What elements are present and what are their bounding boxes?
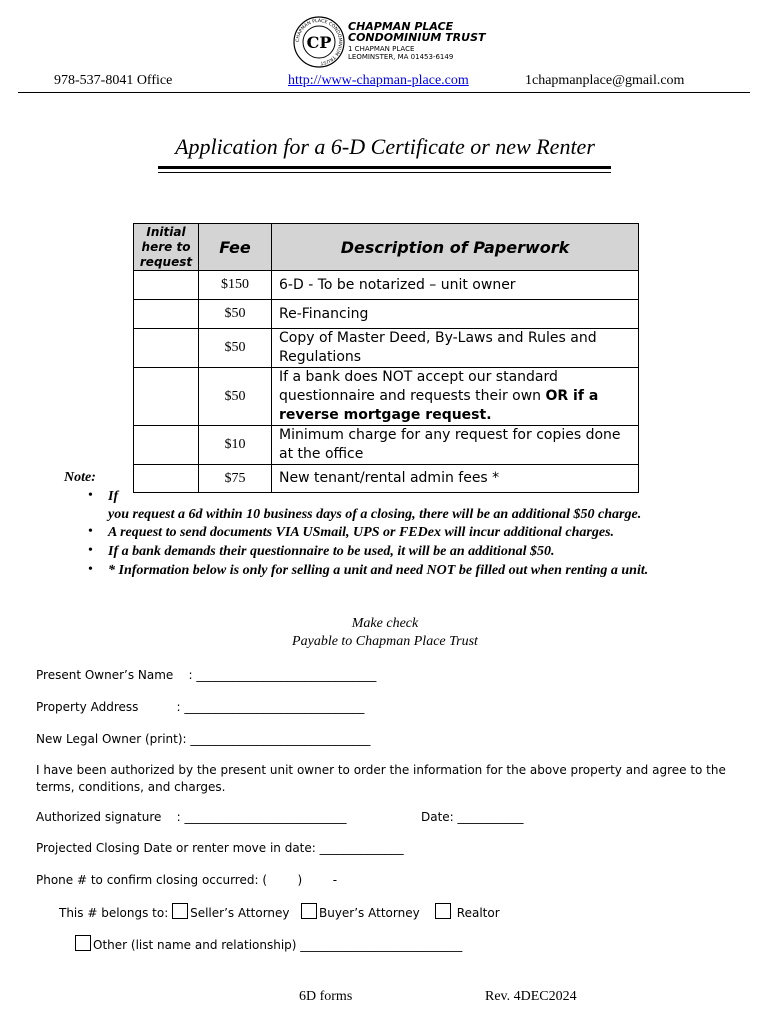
payment-line1: Make check [351,616,419,631]
property-address-field[interactable]: Property Address : ______________________________ [36,700,365,714]
phone-confirm-field[interactable]: Phone # to confirm closing occurred: ( ) - [36,873,338,887]
description-cell: New tenant/rental admin fees * [272,465,639,493]
header-initial: Initial here to request [134,224,199,271]
description-cell: Minimum charge for any request for copies done at the office [272,426,639,465]
bullet-icon: • [88,488,93,503]
bullet-icon: • [88,562,93,577]
logo-monogram: CP [306,33,332,52]
table-row [134,300,639,329]
fee-cell: $10 [199,426,272,465]
sellers-attorney-checkbox[interactable] [172,903,188,919]
date-field[interactable]: Date: ___________ [421,810,524,824]
note-2: A request to send documents VIA USmail, UPS or FEDex will incur additional charges. [108,525,615,540]
fee-cell: $75 [199,465,272,493]
belongs-label: This # belongs to: [59,906,169,920]
note-1-first: If [108,489,119,504]
table-row [134,271,639,300]
org-line2: CONDOMINIUM TRUST [348,31,486,44]
new-owner-field[interactable]: New Legal Owner (print): ______________________________ [36,732,371,746]
sellers-attorney-label: Seller’s Attorney [190,906,290,920]
belongs-row [59,903,500,920]
fee-cell: $50 [199,329,272,368]
authorization-statement: I have been authorized by the present unit owner to order the information for the above property and agree to the terms, conditions, and charges. [36,763,726,794]
other-label[interactable]: Other (list name and relationship) ___________________________ [93,938,463,952]
fee-table [133,223,639,493]
title-rule-thick [158,166,611,169]
logo-ring-text: CHAPMAN PLACE CONDOMINIUM TRUST [295,18,343,65]
footer-form-name: 6D forms [299,989,353,1004]
buyers-attorney-label: Buyer’s Attorney [318,906,420,920]
payment-line2: Payable to Chapman Place Trust [292,634,478,649]
address-line2: LEOMINSTER, MA 01453-6149 [348,53,454,61]
realtor-checkbox[interactable] [435,903,451,919]
initial-cell[interactable] [134,368,199,426]
header-description: Description of Paperwork [272,224,639,271]
initial-cell[interactable] [134,300,199,329]
fee-cell: $50 [199,300,272,329]
description-cell: Re-Financing [272,300,639,329]
table-header-row [134,224,639,271]
table-row [134,329,639,368]
note-3: If a bank demands their questionnaire to be used, it will be an additional $50. [108,544,555,559]
footer-revision: Rev. 4DEC2024 [485,989,577,1004]
chapman-place-logo [293,16,345,68]
table-row [134,426,639,465]
website-link[interactable]: http://www-chapman-place.com [288,73,469,88]
description-text: If a bank does NOT accept our standard questionnaire and requests their own [279,369,558,404]
description-cell: 6-D - To be notarized – unit owner [272,271,639,300]
email-address: 1chapmanplace@gmail.com [525,73,685,88]
description-cell [272,368,639,426]
fee-cell: $50 [199,368,272,426]
org-line1: CHAPMAN PLACE [348,20,454,33]
page-title: Application for a 6-D Certificate or new Renter [175,134,595,159]
buyers-attorney-checkbox[interactable] [301,903,317,919]
present-owner-field[interactable]: Present Owner’s Name : ______________________________ [36,668,377,682]
office-phone: 978-537-8041 Office [54,73,173,88]
note-4: * Information below is only for selling a unit and need NOT be filled out when renting a unit. [108,563,649,578]
bullet-icon: • [88,524,93,539]
note-1-rest: you request a 6d within 10 business days of a closing, there will be an additional $50 charge. [108,507,642,522]
description-bold-text: OR if a reverse mortgage request. [279,388,599,423]
bullet-icon: • [88,543,93,558]
initial-cell[interactable] [134,271,199,300]
table-row [134,368,639,426]
fee-cell: $150 [199,271,272,300]
address-line1: 1 CHAPMAN PLACE [348,45,415,53]
initial-cell[interactable] [134,426,199,465]
other-row [75,935,462,952]
title-rule-thin [158,172,611,173]
note-label: Note: [64,470,96,485]
header-divider [18,92,750,93]
signature-field[interactable]: Authorized signature : ___________________________ [36,810,347,824]
realtor-label: Realtor [456,906,500,920]
description-cell: Copy of Master Deed, By-Laws and Rules and Regulations [272,329,639,368]
closing-date-field[interactable]: Projected Closing Date or renter move in date: ______________ [36,841,404,855]
other-checkbox[interactable] [75,935,91,951]
header-fee: Fee [199,224,272,271]
initial-cell[interactable] [134,329,199,368]
